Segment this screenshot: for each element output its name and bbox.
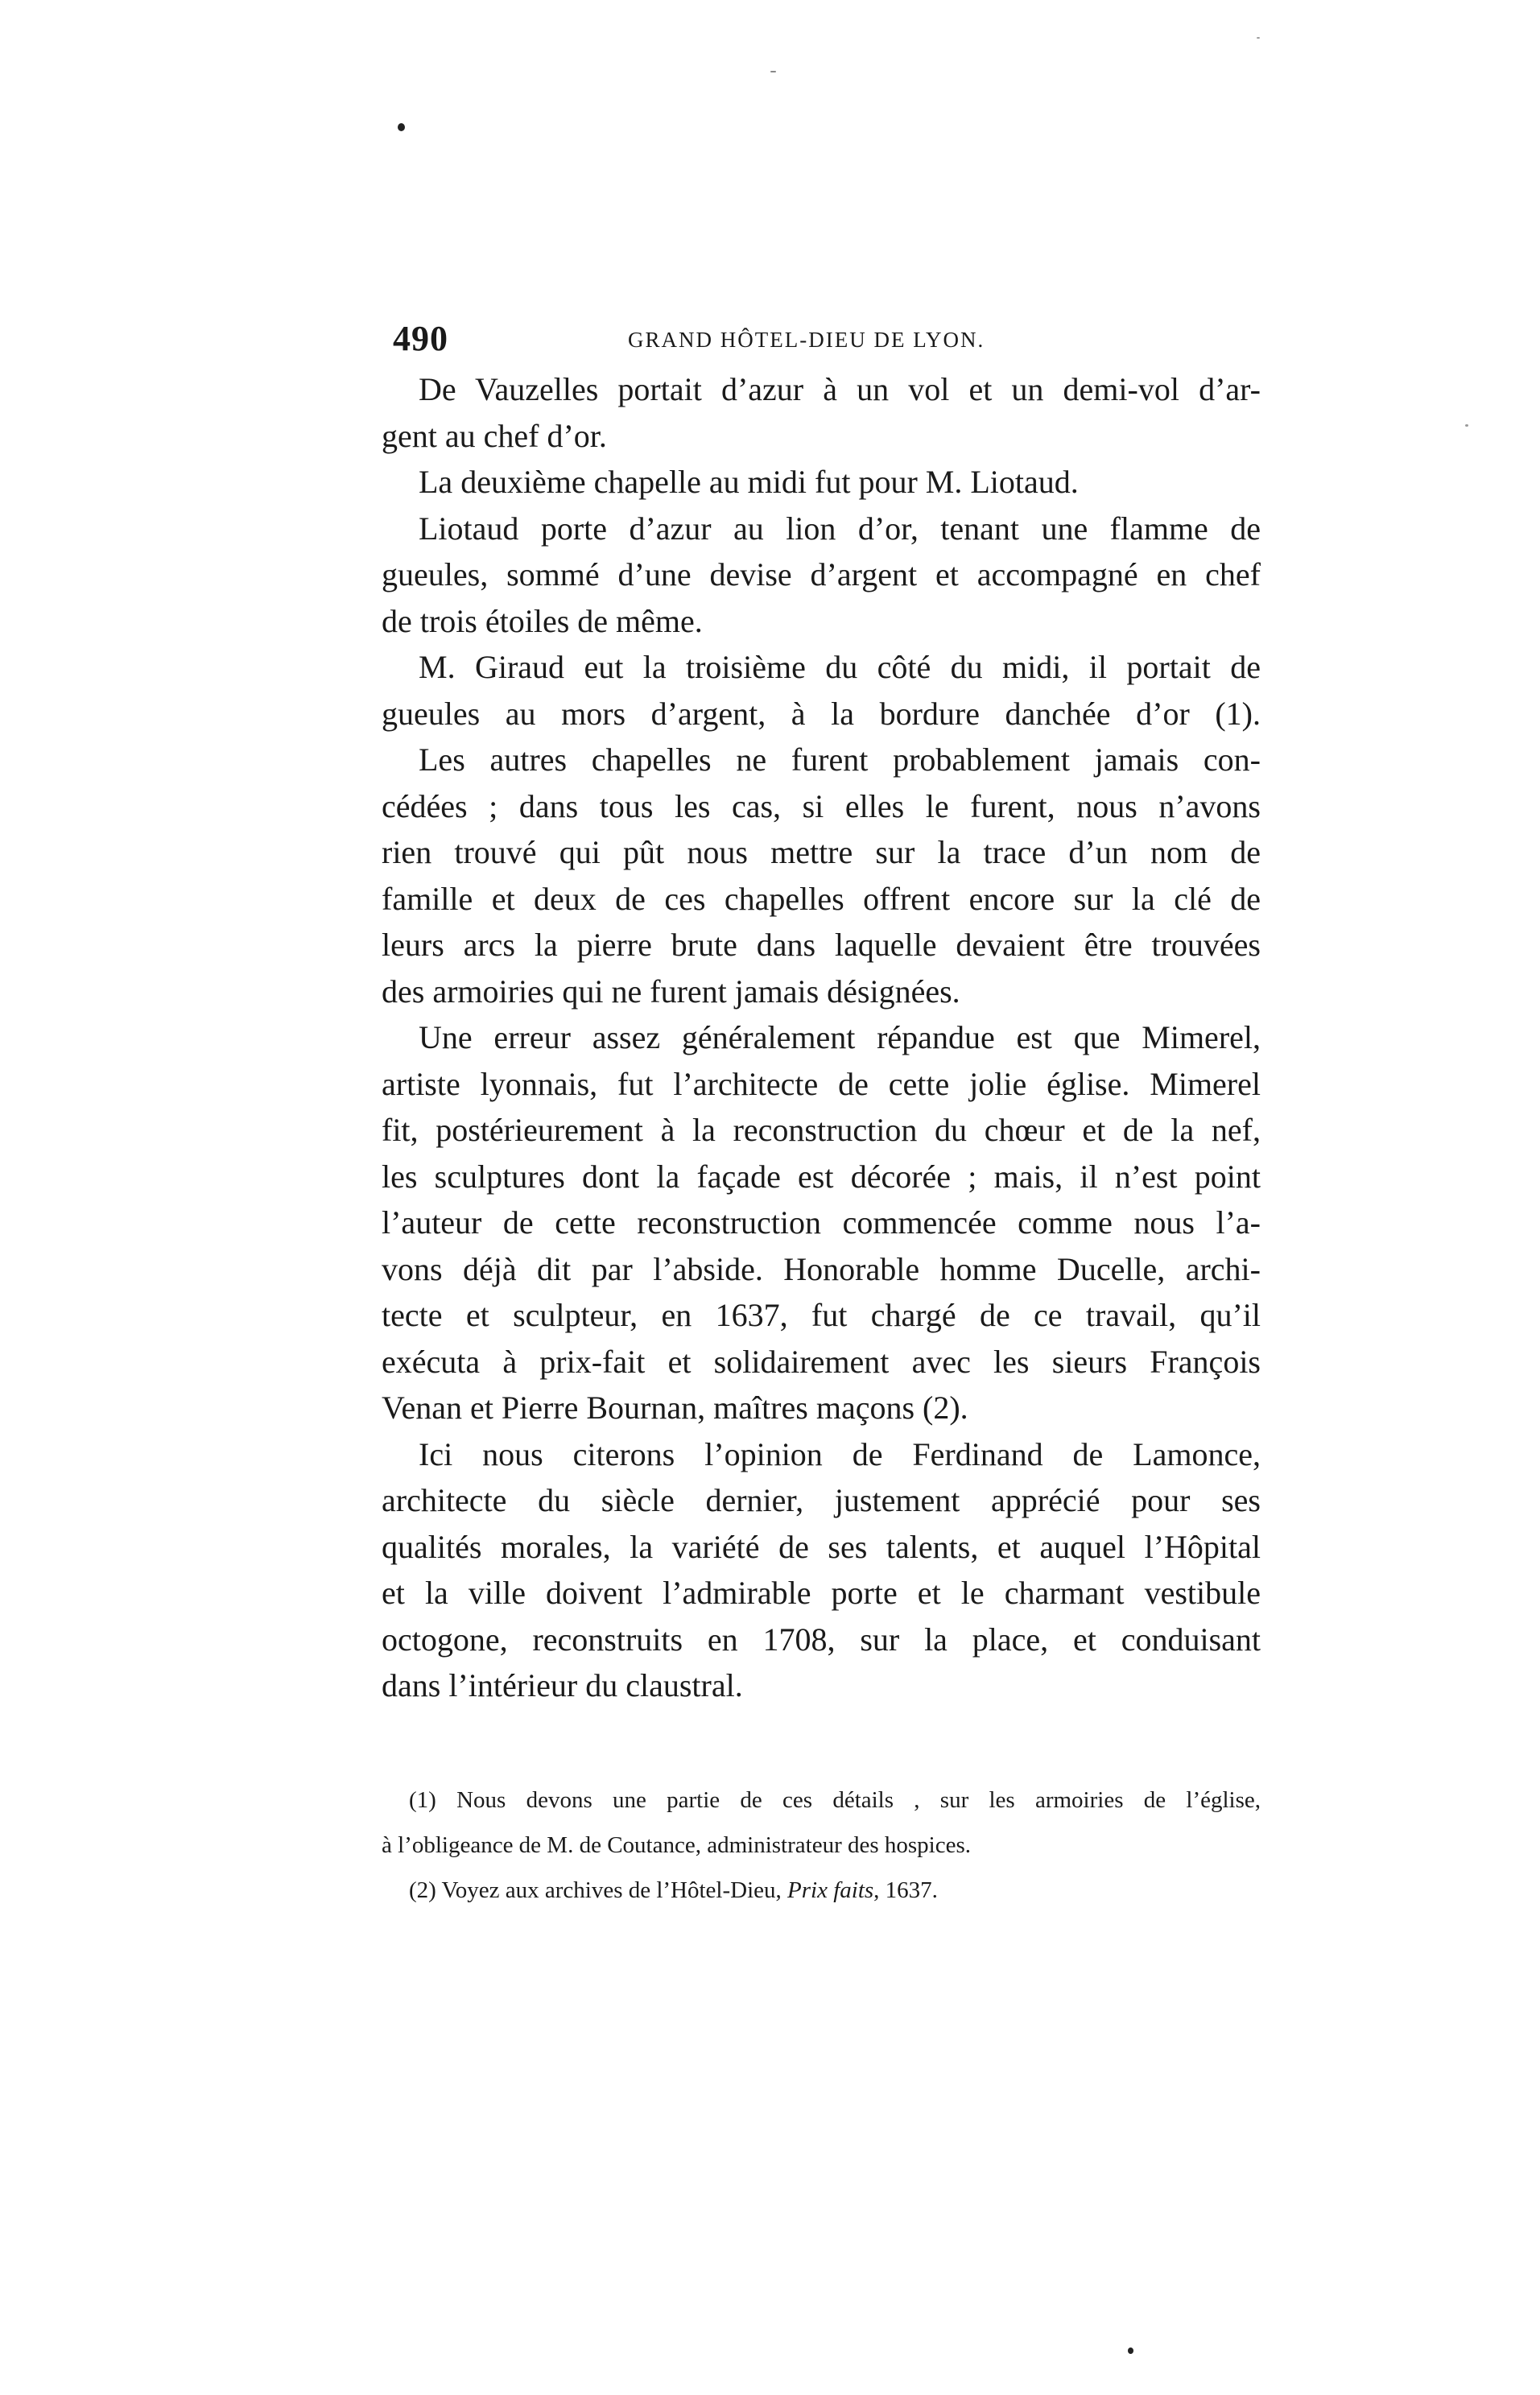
- footnote-1-line: (1) Nous devons une partie de ces détails , sur les armoiries de l’église,: [409, 1787, 1261, 1813]
- text-line: qualités morales, la variété de ses talents, et auquel l’Hôpital: [382, 1528, 1261, 1565]
- paragraph: [382, 1014, 1261, 1431]
- footnote-2-italic: Prix faits: [787, 1877, 874, 1903]
- text-line: gent au chef d’or.: [382, 417, 607, 454]
- ink-speck: [398, 123, 405, 131]
- text-line: fit, postérieurement à la reconstruction du chœur et de la nef,: [382, 1112, 1261, 1148]
- text-line: exécuta à prix-fait et solidairement avec les sieurs François: [382, 1343, 1261, 1380]
- text-line: l’auteur de cette reconstruction commencée comme nous l’a-: [382, 1204, 1261, 1241]
- footnote-2: [382, 1868, 1261, 1913]
- text-line: gueules, sommé d’une devise d’argent et accompagné en chef: [382, 556, 1261, 593]
- page-number: 490: [393, 319, 448, 358]
- text-line: famille et deux de ces chapelles offrent encore sur la clé de: [382, 880, 1261, 917]
- text-line: les sculptures dont la façade est décorée ; mais, il n’est point: [382, 1158, 1261, 1195]
- text-line: Liotaud porte d’azur au lion d’or, tenant une flamme de: [419, 510, 1261, 547]
- text-line: Venan et Pierre Bournan, maîtres maçons (2).: [382, 1390, 968, 1426]
- paragraph: [382, 459, 1261, 506]
- page-header: [393, 318, 1278, 358]
- text-line: des armoiries qui ne furent jamais désignées.: [382, 972, 960, 1010]
- ink-speck: [1465, 424, 1468, 427]
- text-line: et la ville doivent l’admirable porte et le charmant vestibule: [382, 1575, 1261, 1611]
- text-line: M. Giraud eut la troisième du côté du midi, il portait de: [419, 649, 1261, 685]
- text-line: leurs arcs la pierre brute dans laquelle devaient être trouvées: [382, 927, 1261, 963]
- text-line: artiste lyonnais, fut l’architecte de cette jolie église. Mimerel: [382, 1065, 1261, 1102]
- text-line: rien trouvé qui pût nous mettre sur la trace d’un nom de: [382, 834, 1261, 870]
- ink-speck: [770, 71, 776, 72]
- text-line: De Vauzelles portait d’azur à un vol et un demi-vol d’ar-: [419, 371, 1261, 407]
- text-line: tecte et sculpteur, en 1637, fut chargé de ce travail, qu’il: [382, 1297, 1261, 1333]
- body-text: [382, 366, 1261, 1709]
- text-line: octogone, reconstruits en 1708, sur la place, et conduisant: [382, 1621, 1261, 1658]
- paragraph: [382, 506, 1261, 645]
- text-line: vons déjà dit par l’abside. Honorable homme Ducelle, archi-: [382, 1250, 1261, 1287]
- text-line: gueules au mors d’argent, à la bordure danchée d’or (1).: [382, 695, 1261, 732]
- paragraph: [382, 644, 1261, 737]
- paragraph: [382, 1431, 1261, 1709]
- text-line: cédées ; dans tous les cas, si elles le furent, nous n’avons: [382, 787, 1261, 824]
- paragraph: [382, 737, 1261, 1014]
- footnotes: [382, 1778, 1261, 1913]
- paragraph: [382, 366, 1261, 459]
- text-line: architecte du siècle dernier, justement apprécié pour ses: [382, 1482, 1261, 1518]
- footnote-2-suffix: , 1637.: [873, 1877, 938, 1903]
- footnote-1-line: à l’obligeance de M. de Coutance, administrateur des hospices.: [382, 1832, 972, 1858]
- text-line: Une erreur assez généralement répandue est que Mimerel,: [419, 1019, 1261, 1055]
- text-line: de trois étoiles de même.: [382, 602, 703, 639]
- ink-speck: [1257, 37, 1260, 39]
- running-title: GRAND HÔTEL-DIEU DE LYON.: [628, 328, 985, 352]
- text-line: dans l’intérieur du claustral.: [382, 1667, 743, 1703]
- text-line: Ici nous citerons l’opinion de Ferdinand de Lamonce,: [419, 1435, 1261, 1472]
- footnote-2-text: (2) Voyez aux archives de l’Hôtel-Dieu,: [409, 1877, 788, 1903]
- ink-speck: [1128, 2348, 1133, 2354]
- text-line: Les autres chapelles ne furent probablement jamais con-: [419, 741, 1261, 778]
- text-line: La deuxième chapelle au midi fut pour M. Liotaud.: [419, 464, 1079, 500]
